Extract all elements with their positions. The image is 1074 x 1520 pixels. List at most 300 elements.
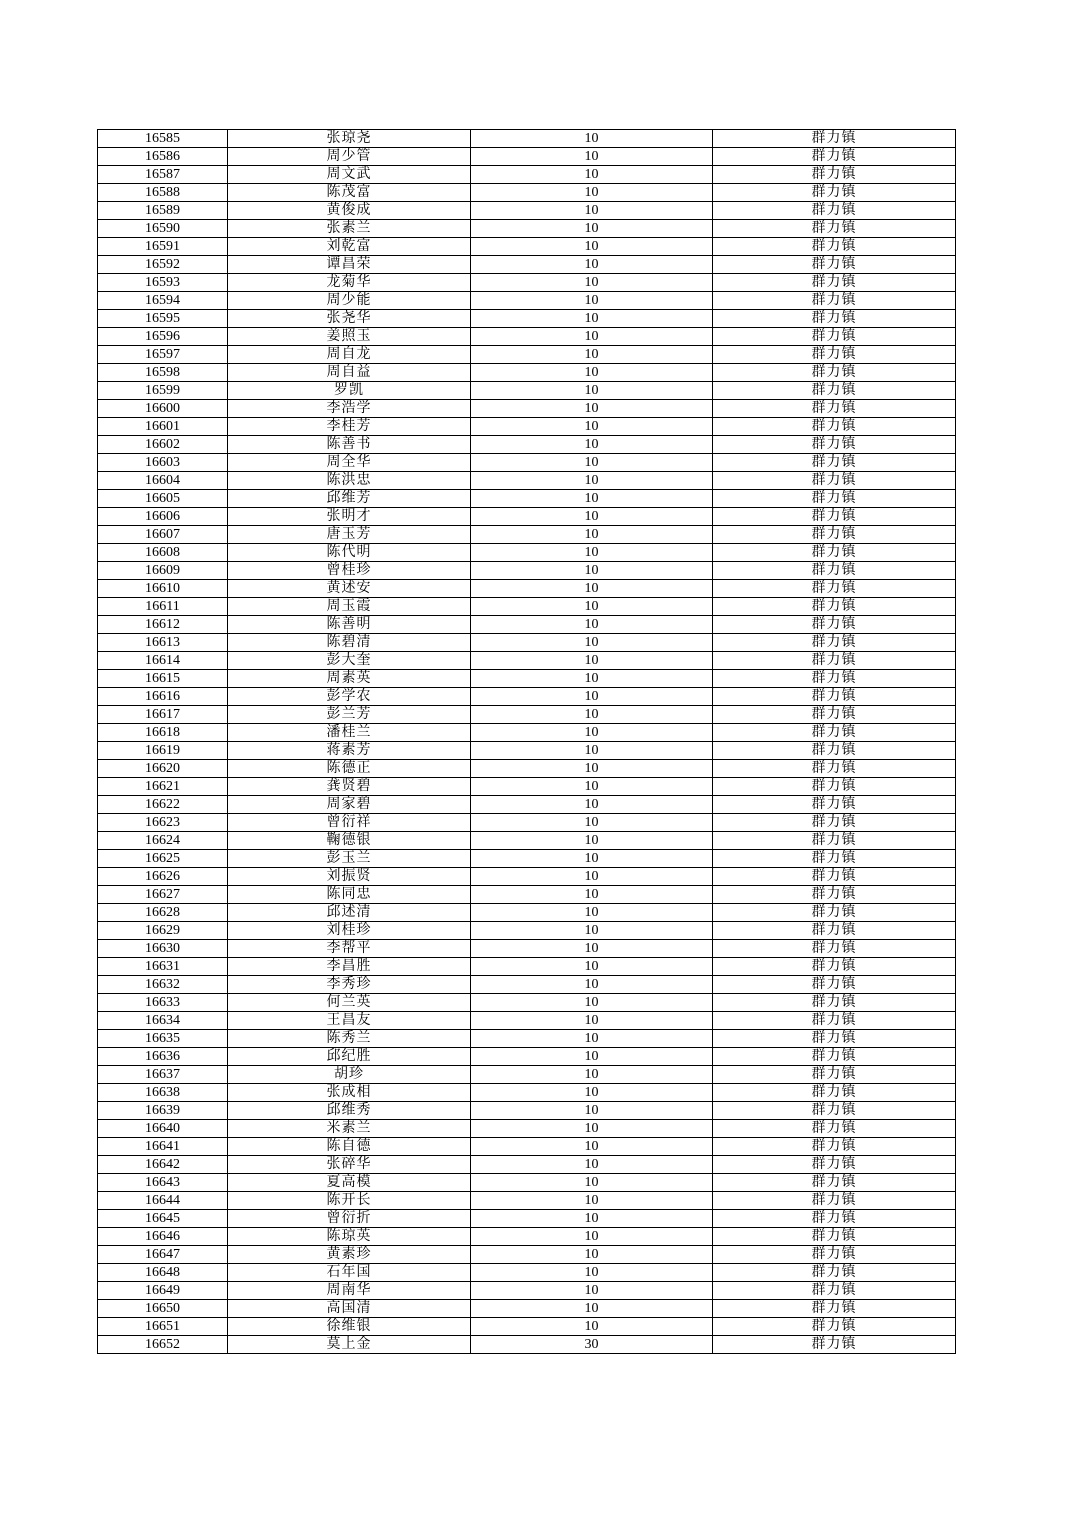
row-id-cell: 16587 [98, 166, 228, 184]
name-cell: 陈开长 [228, 1192, 471, 1210]
amount-cell: 10 [471, 418, 713, 436]
name-cell: 何兰英 [228, 994, 471, 1012]
town-cell: 群力镇 [713, 364, 956, 382]
table-row [98, 1336, 956, 1354]
name-cell: 莫上金 [228, 1336, 471, 1354]
name-cell: 陈碧清 [228, 634, 471, 652]
amount-cell: 10 [471, 652, 713, 670]
table-row [98, 1066, 956, 1084]
town-cell: 群力镇 [713, 940, 956, 958]
name-cell: 陈洪忠 [228, 472, 471, 490]
amount-cell: 10 [471, 130, 713, 148]
name-cell: 王昌友 [228, 1012, 471, 1030]
table-row [98, 868, 956, 886]
name-cell: 陈代明 [228, 544, 471, 562]
name-cell: 陈善书 [228, 436, 471, 454]
row-id-cell: 16614 [98, 652, 228, 670]
amount-cell: 10 [471, 436, 713, 454]
row-id-cell: 16588 [98, 184, 228, 202]
name-cell: 陈秀兰 [228, 1030, 471, 1048]
table-row [98, 760, 956, 778]
row-id-cell: 16603 [98, 454, 228, 472]
town-cell: 群力镇 [713, 706, 956, 724]
row-id-cell: 16602 [98, 436, 228, 454]
name-cell: 姜照玉 [228, 328, 471, 346]
row-id-cell: 16645 [98, 1210, 228, 1228]
row-id-cell: 16609 [98, 562, 228, 580]
row-id-cell: 16611 [98, 598, 228, 616]
name-cell: 彭兰芳 [228, 706, 471, 724]
name-cell: 彭学农 [228, 688, 471, 706]
table-row [98, 976, 956, 994]
amount-cell: 10 [471, 1246, 713, 1264]
town-cell: 群力镇 [713, 598, 956, 616]
table-row [98, 652, 956, 670]
town-cell: 群力镇 [713, 652, 956, 670]
name-cell: 龚贤碧 [228, 778, 471, 796]
amount-cell: 10 [471, 490, 713, 508]
town-cell: 群力镇 [713, 634, 956, 652]
row-id-cell: 16615 [98, 670, 228, 688]
row-id-cell: 16596 [98, 328, 228, 346]
name-cell: 周自益 [228, 364, 471, 382]
name-cell: 周南华 [228, 1282, 471, 1300]
table-row [98, 688, 956, 706]
town-cell: 群力镇 [713, 436, 956, 454]
amount-cell: 10 [471, 400, 713, 418]
name-cell: 邱维秀 [228, 1102, 471, 1120]
amount-cell: 10 [471, 958, 713, 976]
town-cell: 群力镇 [713, 778, 956, 796]
amount-cell: 10 [471, 256, 713, 274]
amount-cell: 10 [471, 1120, 713, 1138]
town-cell: 群力镇 [713, 580, 956, 598]
town-cell: 群力镇 [713, 328, 956, 346]
row-id-cell: 16593 [98, 274, 228, 292]
row-id-cell: 16601 [98, 418, 228, 436]
town-cell: 群力镇 [713, 220, 956, 238]
table-row [98, 364, 956, 382]
row-id-cell: 16599 [98, 382, 228, 400]
town-cell: 群力镇 [713, 1012, 956, 1030]
name-cell: 周家碧 [228, 796, 471, 814]
table-row [98, 1246, 956, 1264]
amount-cell: 10 [471, 1066, 713, 1084]
row-id-cell: 16622 [98, 796, 228, 814]
row-id-cell: 16590 [98, 220, 228, 238]
table-row [98, 940, 956, 958]
table-row [98, 1156, 956, 1174]
name-cell: 周自龙 [228, 346, 471, 364]
table-row [98, 1012, 956, 1030]
town-cell: 群力镇 [713, 1048, 956, 1066]
row-id-cell: 16585 [98, 130, 228, 148]
name-cell: 张成相 [228, 1084, 471, 1102]
name-cell: 蒋素芳 [228, 742, 471, 760]
amount-cell: 10 [471, 148, 713, 166]
name-cell: 黄述安 [228, 580, 471, 598]
amount-cell: 10 [471, 328, 713, 346]
amount-cell: 10 [471, 1318, 713, 1336]
amount-cell: 10 [471, 814, 713, 832]
amount-cell: 10 [471, 1174, 713, 1192]
amount-cell: 10 [471, 238, 713, 256]
town-cell: 群力镇 [713, 1336, 956, 1354]
table-row [98, 1102, 956, 1120]
row-id-cell: 16641 [98, 1138, 228, 1156]
name-cell: 龙菊华 [228, 274, 471, 292]
town-cell: 群力镇 [713, 1138, 956, 1156]
row-id-cell: 16616 [98, 688, 228, 706]
name-cell: 周全华 [228, 454, 471, 472]
amount-cell: 10 [471, 1048, 713, 1066]
row-id-cell: 16623 [98, 814, 228, 832]
town-cell: 群力镇 [713, 346, 956, 364]
amount-cell: 30 [471, 1336, 713, 1354]
row-id-cell: 16635 [98, 1030, 228, 1048]
town-cell: 群力镇 [713, 616, 956, 634]
town-cell: 群力镇 [713, 202, 956, 220]
row-id-cell: 16618 [98, 724, 228, 742]
town-cell: 群力镇 [713, 724, 956, 742]
row-id-cell: 16644 [98, 1192, 228, 1210]
table-body [98, 130, 956, 1354]
table-row [98, 148, 956, 166]
row-id-cell: 16638 [98, 1084, 228, 1102]
row-id-cell: 16633 [98, 994, 228, 1012]
row-id-cell: 16630 [98, 940, 228, 958]
row-id-cell: 16619 [98, 742, 228, 760]
town-cell: 群力镇 [713, 1228, 956, 1246]
name-cell: 黄素珍 [228, 1246, 471, 1264]
town-cell: 群力镇 [713, 1120, 956, 1138]
name-cell: 刘振贤 [228, 868, 471, 886]
amount-cell: 10 [471, 346, 713, 364]
town-cell: 群力镇 [713, 1318, 956, 1336]
amount-cell: 10 [471, 868, 713, 886]
amount-cell: 10 [471, 562, 713, 580]
amount-cell: 10 [471, 1192, 713, 1210]
town-cell: 群力镇 [713, 292, 956, 310]
town-cell: 群力镇 [713, 526, 956, 544]
name-cell: 邱维芳 [228, 490, 471, 508]
name-cell: 米素兰 [228, 1120, 471, 1138]
table-row [98, 778, 956, 796]
row-id-cell: 16643 [98, 1174, 228, 1192]
amount-cell: 10 [471, 1012, 713, 1030]
town-cell: 群力镇 [713, 454, 956, 472]
town-cell: 群力镇 [713, 400, 956, 418]
name-cell: 邱纪胜 [228, 1048, 471, 1066]
amount-cell: 10 [471, 310, 713, 328]
table-row [98, 1282, 956, 1300]
amount-cell: 10 [471, 1228, 713, 1246]
town-cell: 群力镇 [713, 1066, 956, 1084]
row-id-cell: 16637 [98, 1066, 228, 1084]
town-cell: 群力镇 [713, 1300, 956, 1318]
town-cell: 群力镇 [713, 814, 956, 832]
name-cell: 曾衍折 [228, 1210, 471, 1228]
row-id-cell: 16608 [98, 544, 228, 562]
amount-cell: 10 [471, 382, 713, 400]
name-cell: 张素兰 [228, 220, 471, 238]
amount-cell: 10 [471, 724, 713, 742]
name-cell: 彭大奎 [228, 652, 471, 670]
table-row [98, 508, 956, 526]
town-cell: 群力镇 [713, 886, 956, 904]
amount-cell: 10 [471, 634, 713, 652]
amount-cell: 10 [471, 850, 713, 868]
row-id-cell: 16589 [98, 202, 228, 220]
town-cell: 群力镇 [713, 472, 956, 490]
town-cell: 群力镇 [713, 976, 956, 994]
data-table [97, 129, 956, 1354]
table-row [98, 490, 956, 508]
amount-cell: 10 [471, 454, 713, 472]
amount-cell: 10 [471, 526, 713, 544]
row-id-cell: 16620 [98, 760, 228, 778]
table-row [98, 328, 956, 346]
amount-cell: 10 [471, 580, 713, 598]
row-id-cell: 16626 [98, 868, 228, 886]
table-row [98, 796, 956, 814]
name-cell: 周少能 [228, 292, 471, 310]
name-cell: 张尧华 [228, 310, 471, 328]
town-cell: 群力镇 [713, 904, 956, 922]
town-cell: 群力镇 [713, 544, 956, 562]
row-id-cell: 16639 [98, 1102, 228, 1120]
amount-cell: 10 [471, 220, 713, 238]
table-row [98, 1138, 956, 1156]
table-row [98, 742, 956, 760]
town-cell: 群力镇 [713, 238, 956, 256]
town-cell: 群力镇 [713, 850, 956, 868]
town-cell: 群力镇 [713, 832, 956, 850]
table-row [98, 580, 956, 598]
amount-cell: 10 [471, 184, 713, 202]
amount-cell: 10 [471, 274, 713, 292]
table-row [98, 400, 956, 418]
table-row [98, 1174, 956, 1192]
row-id-cell: 16591 [98, 238, 228, 256]
town-cell: 群力镇 [713, 1084, 956, 1102]
town-cell: 群力镇 [713, 796, 956, 814]
amount-cell: 10 [471, 1300, 713, 1318]
row-id-cell: 16648 [98, 1264, 228, 1282]
table-row [98, 310, 956, 328]
row-id-cell: 16592 [98, 256, 228, 274]
town-cell: 群力镇 [713, 1174, 956, 1192]
table-row [98, 598, 956, 616]
name-cell: 刘乾富 [228, 238, 471, 256]
row-id-cell: 16605 [98, 490, 228, 508]
town-cell: 群力镇 [713, 1102, 956, 1120]
name-cell: 张碎华 [228, 1156, 471, 1174]
table-row [98, 724, 956, 742]
row-id-cell: 16624 [98, 832, 228, 850]
town-cell: 群力镇 [713, 958, 956, 976]
row-id-cell: 16627 [98, 886, 228, 904]
town-cell: 群力镇 [713, 382, 956, 400]
row-id-cell: 16594 [98, 292, 228, 310]
town-cell: 群力镇 [713, 1210, 956, 1228]
row-id-cell: 16604 [98, 472, 228, 490]
table-row [98, 166, 956, 184]
table-row [98, 130, 956, 148]
table-row [98, 1264, 956, 1282]
row-id-cell: 16613 [98, 634, 228, 652]
name-cell: 张琼尧 [228, 130, 471, 148]
row-id-cell: 16600 [98, 400, 228, 418]
town-cell: 群力镇 [713, 148, 956, 166]
table-row [98, 526, 956, 544]
table-row [98, 202, 956, 220]
row-id-cell: 16617 [98, 706, 228, 724]
row-id-cell: 16621 [98, 778, 228, 796]
amount-cell: 10 [471, 1030, 713, 1048]
table-row [98, 832, 956, 850]
table-row [98, 958, 956, 976]
name-cell: 周玉霞 [228, 598, 471, 616]
table-row [98, 436, 956, 454]
name-cell: 曾衍祥 [228, 814, 471, 832]
table-row [98, 1048, 956, 1066]
town-cell: 群力镇 [713, 1156, 956, 1174]
row-id-cell: 16631 [98, 958, 228, 976]
town-cell: 群力镇 [713, 310, 956, 328]
amount-cell: 10 [471, 1138, 713, 1156]
amount-cell: 10 [471, 688, 713, 706]
table-row [98, 562, 956, 580]
row-id-cell: 16632 [98, 976, 228, 994]
town-cell: 群力镇 [713, 490, 956, 508]
town-cell: 群力镇 [713, 1192, 956, 1210]
town-cell: 群力镇 [713, 868, 956, 886]
table-row [98, 1300, 956, 1318]
amount-cell: 10 [471, 760, 713, 778]
table-row [98, 1192, 956, 1210]
table-row [98, 292, 956, 310]
name-cell: 李帮平 [228, 940, 471, 958]
table-row [98, 382, 956, 400]
row-id-cell: 16650 [98, 1300, 228, 1318]
name-cell: 胡珍 [228, 1066, 471, 1084]
amount-cell: 10 [471, 598, 713, 616]
amount-cell: 10 [471, 1084, 713, 1102]
amount-cell: 10 [471, 994, 713, 1012]
table-row [98, 220, 956, 238]
amount-cell: 10 [471, 886, 713, 904]
row-id-cell: 16646 [98, 1228, 228, 1246]
amount-cell: 10 [471, 742, 713, 760]
table-row [98, 346, 956, 364]
row-id-cell: 16634 [98, 1012, 228, 1030]
name-cell: 石年国 [228, 1264, 471, 1282]
town-cell: 群力镇 [713, 508, 956, 526]
amount-cell: 10 [471, 364, 713, 382]
name-cell: 周素英 [228, 670, 471, 688]
amount-cell: 10 [471, 1156, 713, 1174]
name-cell: 陈茂富 [228, 184, 471, 202]
amount-cell: 10 [471, 508, 713, 526]
town-cell: 群力镇 [713, 256, 956, 274]
table-row [98, 1030, 956, 1048]
table-row [98, 256, 956, 274]
name-cell: 周少管 [228, 148, 471, 166]
town-cell: 群力镇 [713, 922, 956, 940]
town-cell: 群力镇 [713, 166, 956, 184]
town-cell: 群力镇 [713, 1030, 956, 1048]
table-row [98, 1084, 956, 1102]
table-row [98, 472, 956, 490]
name-cell: 谭昌荣 [228, 256, 471, 274]
town-cell: 群力镇 [713, 742, 956, 760]
amount-cell: 10 [471, 706, 713, 724]
table-row [98, 904, 956, 922]
name-cell: 高国清 [228, 1300, 471, 1318]
name-cell: 陈同忠 [228, 886, 471, 904]
table-row [98, 670, 956, 688]
row-id-cell: 16612 [98, 616, 228, 634]
row-id-cell: 16606 [98, 508, 228, 526]
amount-cell: 10 [471, 904, 713, 922]
name-cell: 唐玉芳 [228, 526, 471, 544]
row-id-cell: 16610 [98, 580, 228, 598]
row-id-cell: 16649 [98, 1282, 228, 1300]
name-cell: 徐维银 [228, 1318, 471, 1336]
table-row [98, 1318, 956, 1336]
row-id-cell: 16629 [98, 922, 228, 940]
row-id-cell: 16647 [98, 1246, 228, 1264]
table-row [98, 454, 956, 472]
table-row [98, 274, 956, 292]
amount-cell: 10 [471, 616, 713, 634]
name-cell: 陈德正 [228, 760, 471, 778]
amount-cell: 10 [471, 832, 713, 850]
name-cell: 黄俊成 [228, 202, 471, 220]
row-id-cell: 16640 [98, 1120, 228, 1138]
table-row [98, 238, 956, 256]
table-row [98, 814, 956, 832]
town-cell: 群力镇 [713, 184, 956, 202]
amount-cell: 10 [471, 202, 713, 220]
name-cell: 邱述清 [228, 904, 471, 922]
name-cell: 陈自德 [228, 1138, 471, 1156]
table-row [98, 544, 956, 562]
table-row [98, 1210, 956, 1228]
table-row [98, 922, 956, 940]
row-id-cell: 16586 [98, 148, 228, 166]
row-id-cell: 16625 [98, 850, 228, 868]
name-cell: 罗凯 [228, 382, 471, 400]
table-row [98, 706, 956, 724]
amount-cell: 10 [471, 292, 713, 310]
town-cell: 群力镇 [713, 418, 956, 436]
name-cell: 陈善明 [228, 616, 471, 634]
amount-cell: 10 [471, 1210, 713, 1228]
table-row [98, 1228, 956, 1246]
table-row [98, 886, 956, 904]
amount-cell: 10 [471, 940, 713, 958]
amount-cell: 10 [471, 1282, 713, 1300]
town-cell: 群力镇 [713, 1264, 956, 1282]
name-cell: 夏高模 [228, 1174, 471, 1192]
table-row [98, 994, 956, 1012]
row-id-cell: 16607 [98, 526, 228, 544]
table-row [98, 418, 956, 436]
town-cell: 群力镇 [713, 274, 956, 292]
amount-cell: 10 [471, 1264, 713, 1282]
